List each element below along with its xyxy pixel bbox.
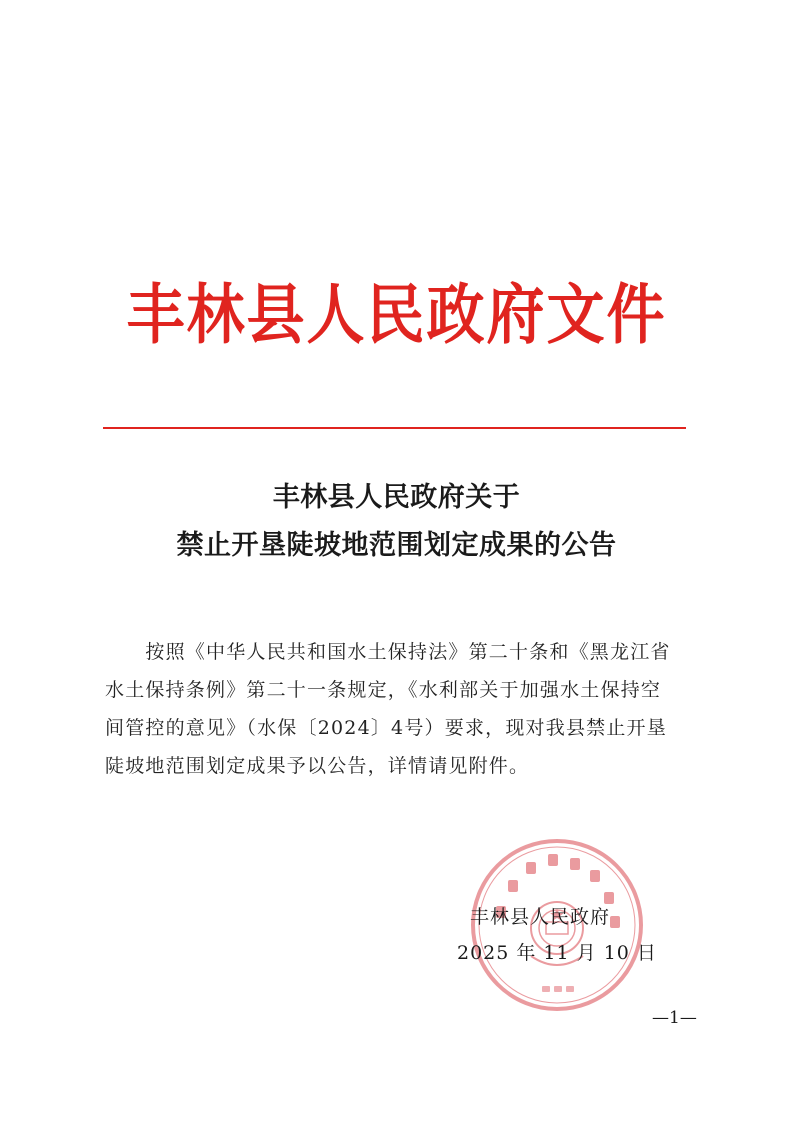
body-line-3: 间管控的意见》（水保〔2024〕4号）要求，现对我县禁止开垦 — [105, 717, 667, 739]
body-line-4: 陡坡地范围划定成果予以公告，详情请见附件。 — [105, 755, 530, 777]
notice-title-line-1: 丰林县人民政府关于 — [272, 482, 521, 513]
masthead-divider — [103, 427, 686, 429]
issuer-signature: 丰林县人民政府 — [470, 906, 611, 928]
body-line-1: 按照《中华人民共和国水土保持法》第二十条和《黑龙江省 — [105, 641, 671, 663]
issue-date: 2025 年 11 月 10 日 — [457, 942, 657, 964]
notice-title-line-2: 禁止开垦陡坡地范围划定成果的公告 — [176, 530, 617, 561]
body-line-2: 水土保持条例》第二十一条规定，《水利部关于加强水土保持空 — [105, 679, 662, 701]
masthead-title: 丰林县人民政府文件 — [126, 276, 667, 353]
page-number: —1— — [652, 1008, 697, 1028]
